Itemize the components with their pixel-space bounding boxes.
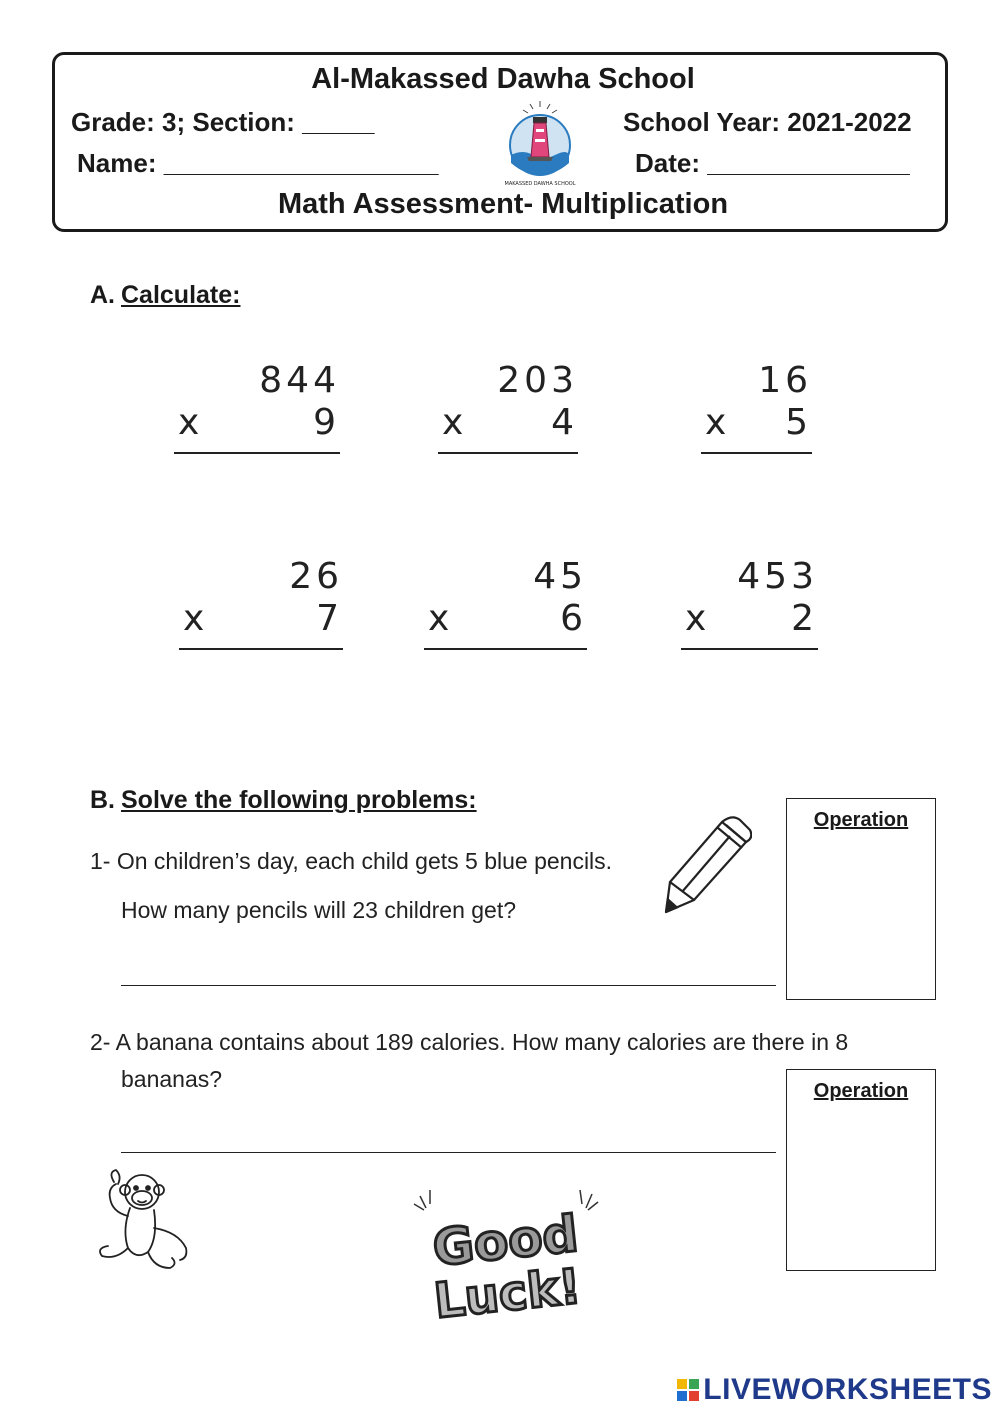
problem-bottom: 5 [785,402,808,443]
school-year: School Year: 2021-2022 [623,107,912,137]
liveworksheets-brand [677,1373,992,1407]
problem-bottom: 7 [316,598,339,639]
problem-bottom: 4 [551,402,574,443]
problem-top: 203 [497,360,578,401]
logo-caption: MAKASSED DAWHA SCHOOL [504,181,576,187]
name-field: Name: ___________________ [77,148,439,178]
problem-3 [701,360,812,460]
monkey-icon [92,1168,192,1278]
times-sign: x [442,402,464,443]
good-luck-line-2: Luck! [431,1258,584,1330]
times-sign: x [183,598,205,639]
problem-bottom: 9 [313,402,336,443]
header-box [52,52,948,232]
problem-6 [681,556,818,656]
operation-label: Operation [813,809,909,831]
question-1-line-2: How many pencils will 23 children get? [121,897,517,923]
operation-label: Operation [813,1080,909,1102]
operation-box-2[interactable] [786,1069,936,1271]
problem-top: 26 [289,556,343,597]
times-sign: x [685,598,707,639]
question-2-line-2: bananas? [121,1066,223,1092]
problem-2 [438,360,578,460]
answer-line-2[interactable] [121,1152,776,1153]
good-luck-line-1: Good [430,1204,581,1278]
problem-top: 844 [259,360,340,401]
section-a-title: Calculate: [121,281,241,309]
answer-rule [681,648,818,650]
date-field: Date: ______________ [635,148,910,178]
school-name: Al-Makassed Dawha School [311,63,695,95]
section-b-title: Solve the following problems: [121,786,477,814]
answer-rule [174,452,340,454]
problem-top: 45 [533,556,587,597]
answer-rule [179,648,343,650]
liveworksheets-logo-icon [677,1379,699,1401]
section-b-letter: B. [90,786,115,814]
brand-text: LIVEWORKSHEETS [703,1373,992,1406]
answer-rule [424,648,587,650]
grade-section-field: Grade: 3; Section: _____ [71,107,375,137]
problem-5 [424,556,587,656]
problem-bottom: 6 [560,598,583,639]
operation-box-1[interactable] [786,798,936,1000]
pencil-icon [660,812,752,918]
answer-line-1[interactable] [121,985,776,986]
problem-bottom: 2 [791,598,814,639]
problem-1 [174,360,340,460]
times-sign: x [705,402,727,443]
times-sign: x [178,402,200,443]
problem-4 [179,556,343,656]
good-luck-icon [408,1186,604,1334]
question-1-line-1: 1- On children’s day, each child gets 5 blue pencils. [90,848,613,874]
school-logo-icon [503,99,577,191]
answer-rule [701,452,812,454]
assessment-title: Math Assessment- Multiplication [277,188,729,220]
answer-rule [438,452,578,454]
problem-top: 16 [758,360,812,401]
problem-top: 453 [737,556,818,597]
section-a-letter: A. [90,281,115,309]
times-sign: x [428,598,450,639]
question-2-line-1: 2- A banana contains about 189 calories. How many calories are there in 8 [90,1029,849,1055]
